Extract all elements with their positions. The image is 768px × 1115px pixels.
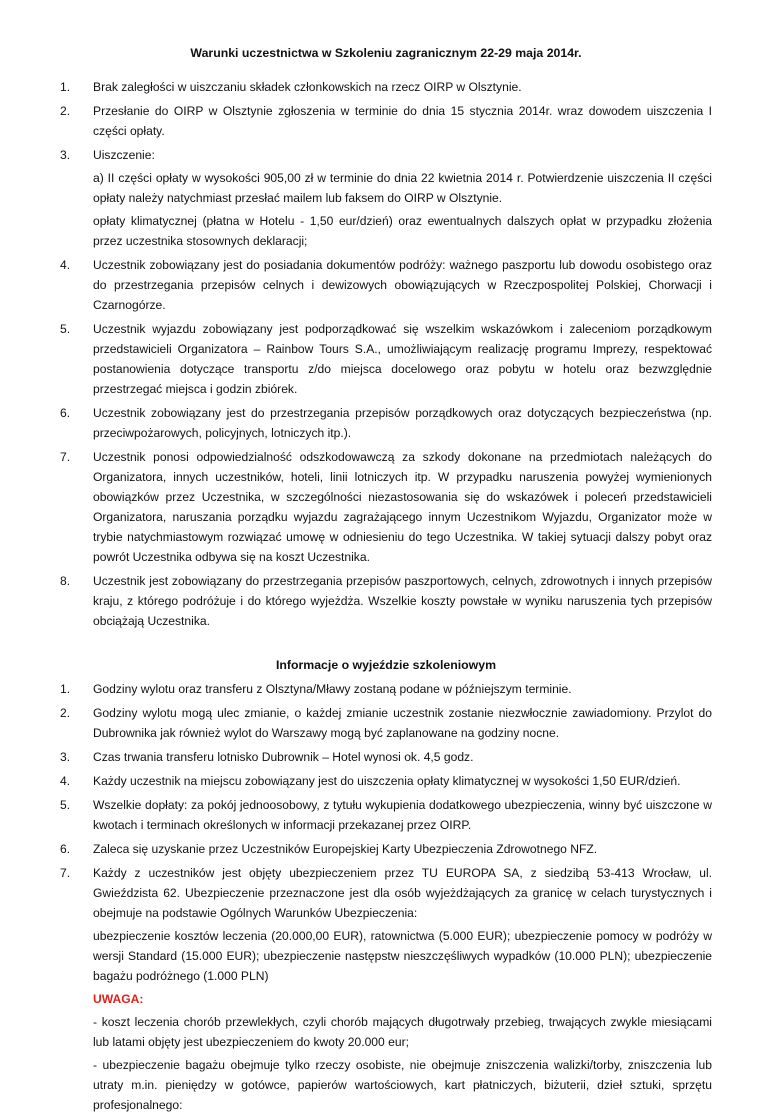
warning-note: - koszt leczenia chorób przewlekłych, czyli chorób mających długotrwały przebieg, trwających zwykle miesiącami lub latami objęty jest ubezpieczeniem do kwoty 20.000 eur; bbox=[93, 1015, 712, 1049]
info-item: 6. Zaleca się uzyskanie przez Uczestników Europejskiej Karty Ubezpieczenia Zdrowotnego NFZ. bbox=[60, 842, 598, 856]
condition-item: 3. Uiszczenie: a) II części opłaty w wysokości 905,00 zł w terminie do dnia 22 kwietnia 2014 r. Potwierdzenie uiszczenia II części opłaty należy natychmiast przesłać mailem lub faksem do OIRP w Olsztynie. opłaty klimatycznej (płatna w Hotelu - 1,50 eur/dzień) oraz ewentualnych dalszych opłat w przypadku złożenia przez uczestnika stosownych deklaracji; bbox=[60, 145, 712, 251]
condition-subparagraph: opłaty klimatycznej (płatna w Hotelu - 1,50 eur/dzień) oraz ewentualnych dalszych opłat w przypadku złożenia przez uczestnika stosownych deklaracji; bbox=[93, 214, 712, 248]
info-item: 4. Każdy uczestnik na miejscu zobowiązany jest do uiszczenia opłaty klimatycznej w wysokości 1,50 EUR/dzień. bbox=[60, 774, 681, 788]
condition-item: 6. Uczestnik zobowiązany jest do przestrzegania przepisów porządkowych oraz dotyczących bezpieczeństwa (np. przeciwpożarowych, policyjnych, lotniczych itp.). bbox=[60, 406, 712, 440]
condition-subparagraph: a) II części opłaty w wysokości 905,00 zł w terminie do dnia 22 kwietnia 2014 r. Potwierdzenie uiszczenia II części opłaty należy natychmiast przesłać mailem lub faksem do OIRP w Olsztynie. bbox=[93, 171, 712, 205]
document-title: Warunki uczestnictwa w Szkoleniu zagranicznym 22-29 maja 2014r. bbox=[190, 46, 582, 60]
info-item: 5. Wszelkie dopłaty: za pokój jednoosobowy, z tytułu wykupienia dodatkowego ubezpieczenia, winny być uiszczone w kwotach i terminach określonych w informacji przekazanej przez OIRP. bbox=[60, 798, 712, 832]
warning-note: - ubezpieczenie bagażu obejmuje tylko rzeczy osobiste, nie obejmuje zniszczenia walizki/torby, zniszczenia lub utraty m.in. pieniędzy w gotówce, papierów wartościowych, kart płatniczych, biżuterii, dzieł sztuki, sprzętu profesjonalnego: bbox=[93, 1058, 712, 1112]
condition-item: 7. Uczestnik ponosi odpowiedzialność odszkodowawczą za szkody dokonane na przedmiotach należących do Organizatora, innych uczestników, hoteli, linii lotniczych itp. W przypadku naruszenia powyżej wymienionych obowiązków przez Uczestnika, w szczególności niezastosowania się do wskazówek i poleceń przedstawicieli Organizatora, naruszania porządku wyjazdu zagrażającego innym Uczestnikom Wyjazdu, Organizator może w trybie natychmiastowym rozwiązać umowę w odniesieniu do tego Uczestnika. W takiej sytuacji dalszy pobyt oraz powrót Uczestnika odbywa się na koszt Uczestnika. bbox=[60, 450, 712, 564]
condition-item: 8. Uczestnik jest zobowiązany do przestrzegania przepisów paszportowych, celnych, zdrowotnych i innych przepisów kraju, z którego podróżuje i do którego wyjeżdża. Wszelkie koszty powstałe w wyniku naruszenia tych przepisów obciążają Uczestnika. bbox=[60, 574, 712, 628]
info-section-title: Informacje o wyjeździe szkoleniowym bbox=[275, 658, 497, 672]
warning-label: UWAGA: bbox=[93, 992, 144, 1006]
conditions-list bbox=[60, 77, 712, 631]
info-list bbox=[60, 679, 712, 1115]
condition-item: 4. Uczestnik zobowiązany jest do posiadania dokumentów podróży: ważnego paszportu lub dowodu osobistego oraz do przestrzegania przepisów celnych i dewizowych obowiązujących w Rzeczpospolitej Polskiej, Chorwacji i Czarnogórze. bbox=[60, 258, 712, 312]
info-item: 1. Godziny wylotu oraz transferu z Olsztyna/Mławy zostaną podane w późniejszym terminie. bbox=[60, 682, 572, 696]
condition-item: 1. Brak zaległości w uiszczaniu składek członkowskich na rzecz OIRP w Olsztynie. bbox=[60, 80, 522, 94]
info-item: 7. Każdy z uczestników jest objęty ubezpieczeniem przez TU EUROPA SA, z siedzibą 53-413 Wrocław, ul. Gwieździsta 62. Ubezpieczenie przeznaczone jest dla osób wyjeżdżających za granicę w celach turystycznych i obejmuje na podstawie Ogólnych Warunków Ubezpieczenia: ubezpieczenie kosztów leczenia (20.000,00 EUR), ratownictwa (5.000 EUR); ubezpieczenie pomocy w podróży w wersji Standard (15.000 EUR); ubezpieczenie następstw nieszczęśliwych wypadków (10.000 PLN); ubezpieczenie bagażu podróżnego (1.000 PLN) UWAGA: - koszt leczenia chorób przewlekłych, czyli chorób mających długotrwały przebieg, trwających zwykle miesiącami lub latami objęty jest ubezpieczeniem do kwoty 20.000 eur; - ubezpieczenie bagażu obejmuje tylko rzeczy osobiste, nie obejmuje zniszczenia walizki/torby, zniszczenia lub utraty m.in. pieniędzy w gotówce, papierów wartościowych, kart płatniczych, biżuterii, dzieł sztuki, sprzętu profesjonalnego: bbox=[60, 863, 712, 1115]
info-item: 2. Godziny wylotu mogą ulec zmianie, o każdej zmianie uczestnik zostanie niezwłocznie zawiadomiony. Przylot do Dubrownika jak również wylot do Warszawy mogą być zaplanowane na godziny nocne. bbox=[60, 706, 712, 740]
info-item: 3. Czas trwania transferu lotnisko Dubrownik – Hotel wynosi ok. 4,5 godz. bbox=[60, 750, 474, 764]
condition-item: 5. Uczestnik wyjazdu zobowiązany jest podporządkować się wszelkim wskazówkom i zaleceniom porządkowym przedstawicieli Organizatora – Rainbow Tours S.A., umożliwiającym realizację programu Imprezy, respektować postanowienia dotyczące transportu z/do miejsca docelowego oraz pobytu w hotelu oraz bezwzględnie przestrzegać miejsca i godzin zbiórek. bbox=[60, 322, 712, 396]
insurance-coverage: ubezpieczenie kosztów leczenia (20.000,00 EUR), ratownictwa (5.000 EUR); ubezpieczenie pomocy w podróży w wersji Standard (15.000 EUR); ubezpieczenie następstw nieszczęśliwych wypadków (10.000 PLN); ubezpieczenie bagażu podróżnego (1.000 PLN) bbox=[93, 929, 712, 983]
condition-item: 2. Przesłanie do OIRP w Olsztynie zgłoszenia w terminie do dnia 15 stycznia 2014r. wraz dowodem uiszczenia I części opłaty. bbox=[60, 104, 712, 138]
